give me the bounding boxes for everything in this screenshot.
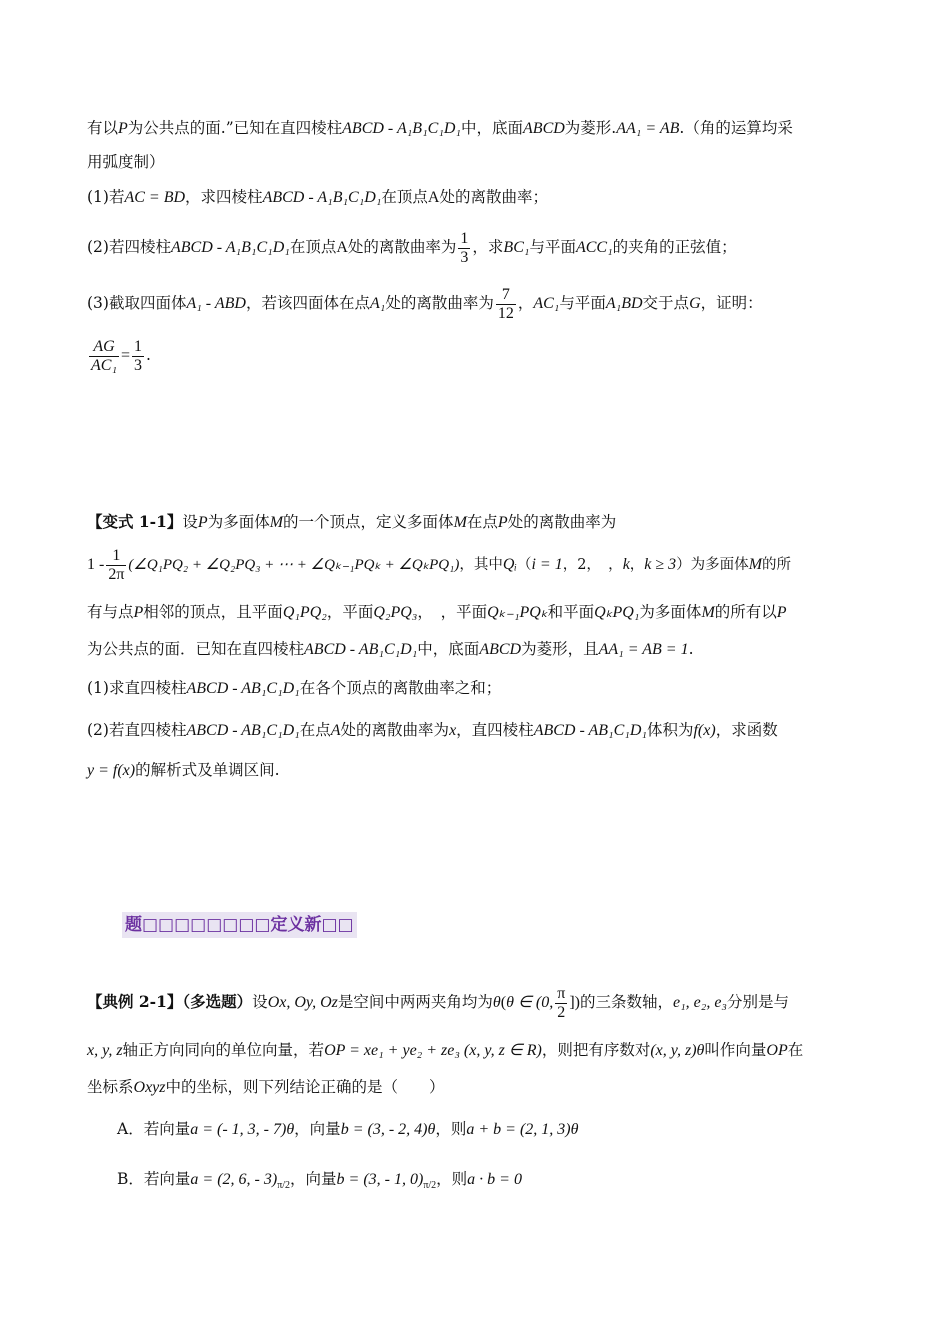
text: ，求	[472, 238, 504, 256]
text: (2)若直四棱柱	[87, 721, 187, 739]
text: A．若向量	[117, 1120, 191, 1138]
math-one-minus: 1 -	[87, 556, 105, 573]
text: ， ，平面	[417, 603, 488, 621]
text: ，若该四面体在点	[245, 294, 370, 312]
fraction-numerator: 1	[460, 229, 469, 247]
text: (2)若四棱柱	[87, 238, 171, 256]
text: 为菱形.	[564, 119, 617, 137]
fraction-denominator: 12	[497, 304, 514, 322]
text: ，向量	[290, 1170, 337, 1188]
example-tag: （多选题）	[182, 992, 253, 1011]
math-point: A₁	[369, 295, 386, 312]
math-function: y = f(x)	[87, 762, 136, 779]
fraction-numerator: π	[557, 984, 566, 1002]
text: 坐标系	[87, 1078, 134, 1096]
fraction-denominator: 2π	[108, 565, 125, 583]
math-theta-range: θ ∈ (0,	[506, 994, 554, 1011]
text: 分别是与	[726, 993, 789, 1011]
math-vector-a: a = (- 1, 3, - 7)θ	[190, 1121, 295, 1138]
math-vector: OP	[766, 1042, 788, 1059]
text: ，求函数	[715, 721, 778, 739]
fraction-numerator: 1	[134, 337, 143, 355]
text: 与平面	[559, 294, 606, 312]
math-function: f(x)	[693, 722, 716, 739]
math-plane: A₁BD	[605, 295, 643, 312]
math-base: ABCD	[479, 641, 522, 658]
math-point: G	[689, 295, 701, 312]
variant-question2-line2	[87, 759, 877, 782]
math-dot-product: a · b = 0	[467, 1171, 522, 1188]
text: 体积为	[646, 721, 694, 739]
theta-range: (θ ∈ (0, $\frac{\pi}{2}$ ])	[500, 984, 580, 1021]
variant-label: 【变式 1-1】	[87, 512, 183, 531]
text: ，	[517, 294, 534, 312]
text: 用弧度制）	[87, 153, 165, 171]
math-point: A	[427, 189, 440, 206]
text: ，平面	[326, 603, 374, 621]
math-Qi: Qᵢ	[502, 556, 517, 573]
math-unit-vectors: e₁, e₂, e₃	[672, 994, 727, 1011]
fraction-numerator: AG	[89, 338, 119, 357]
text: 处的离散曲率为	[347, 238, 457, 256]
math-index: i = 1	[531, 556, 563, 573]
example-line2	[87, 1039, 877, 1062]
math-vector-b: b = (3, - 2, 4)θ	[340, 1121, 436, 1138]
fraction-denominator: 2	[557, 1003, 566, 1021]
text: (1)若	[87, 188, 125, 206]
math-k: k	[622, 556, 630, 573]
math-prism: ABCD - AB₁C₁D₁	[186, 722, 300, 739]
text: 为多面体	[639, 603, 702, 621]
math-subscript: π/2	[423, 1180, 437, 1192]
text: 叫作向量	[704, 1041, 767, 1059]
fraction	[106, 547, 126, 584]
math-base: ABCD	[523, 120, 565, 137]
math-point: A	[336, 239, 348, 256]
problem1-question1	[87, 186, 877, 209]
fraction	[89, 338, 119, 375]
math-system: Oxyz	[133, 1079, 166, 1096]
math-prism: ABCD - AB₁C₁D₁	[533, 722, 647, 739]
text: 的三条数轴，	[579, 993, 673, 1011]
math-tetrahedron: A₁ - ABD	[186, 295, 246, 312]
fraction	[496, 286, 516, 323]
problem1-question2	[87, 228, 877, 267]
math-M: M	[453, 514, 467, 531]
text: 有以	[87, 119, 119, 137]
math-subscript: π/2	[277, 1180, 291, 1192]
variant-line1	[87, 511, 877, 534]
math-coordinates: (x, y, z)θ	[650, 1042, 705, 1059]
text: ，则	[436, 1170, 468, 1188]
variant-question2-line1	[87, 719, 877, 742]
math-condition: AA₁ = AB = 1	[598, 641, 689, 658]
fraction	[555, 985, 567, 1022]
math-M: M	[748, 556, 763, 573]
text: ，则把有序数对	[541, 1041, 651, 1059]
math-prism: ABCD - AB₁C₁D₁	[304, 641, 418, 658]
math-plane: Q₂PQ₃	[373, 604, 418, 621]
problem1-question3	[87, 284, 877, 323]
text: 设	[252, 993, 268, 1011]
text: 处的离散曲率；	[439, 188, 548, 206]
text: ，直四棱柱	[456, 721, 534, 739]
math-condition: AA₁ = AB	[616, 120, 680, 137]
text: 为公共点的面.”已知在直四棱柱	[127, 119, 343, 137]
variant-line3	[87, 601, 877, 624]
text: (1)求直四棱柱	[87, 679, 187, 697]
text: 在各个顶点的离散曲率之和；	[299, 679, 502, 697]
example-line1	[87, 982, 877, 1023]
math-plane: QₖPQ₁	[594, 604, 640, 621]
fraction-denominator: 3	[460, 248, 469, 266]
math-prism: ABCD - A₁B₁C₁D₁	[262, 189, 382, 206]
choice-a	[117, 1118, 907, 1141]
text: 的解析式及单调区间.	[135, 761, 280, 779]
text: 在点	[299, 721, 331, 739]
text: 为菱形，且	[521, 640, 599, 658]
fraction-numerator: 7	[496, 286, 516, 305]
text: 在顶点	[381, 188, 428, 206]
text: 中，底面	[461, 119, 524, 137]
text: (3)截取四面体	[87, 294, 187, 312]
text: ）为多面体	[676, 557, 749, 573]
fraction-denominator: AC₁	[91, 356, 118, 374]
text: .	[688, 640, 694, 658]
math-plane: Q₁PQ₂	[282, 604, 327, 621]
fraction	[132, 338, 144, 375]
math-prism: ABCD - A₁B₁C₁D₁	[342, 120, 461, 137]
text: 处的离散曲率为	[385, 294, 494, 312]
fraction-numerator: 1	[106, 547, 126, 566]
math-M: M	[269, 514, 284, 531]
math-vector-b: b = (3, - 1, 0)	[336, 1171, 424, 1188]
math-xyz: x, y, z	[87, 1042, 123, 1059]
text: .	[146, 346, 151, 364]
text: 和平面	[547, 603, 595, 621]
text: 处的离散曲率为	[507, 513, 617, 531]
math-plane: Qₖ₋₁PQₖ	[487, 604, 548, 621]
example-line3	[87, 1076, 877, 1099]
math-prism: ABCD - AB₁C₁D₁	[186, 680, 300, 697]
text: 中的坐标，则下列结论正确的是（ ）	[165, 1078, 445, 1096]
text: 中，底面	[417, 640, 480, 658]
math-P: P	[497, 514, 508, 531]
text: 相邻的顶点，且平面	[143, 603, 283, 621]
fraction	[458, 230, 470, 267]
math-vector-a: a = (2, 6, - 3)	[190, 1171, 278, 1188]
math-prism: ABCD - A₁B₁C₁D₁	[170, 239, 290, 256]
text: 为多面体	[207, 513, 270, 531]
math-point: A	[330, 722, 341, 739]
text: 轴正方向同向的单位向量，若	[122, 1041, 325, 1059]
math-P: P	[776, 604, 787, 621]
section-title: 题□□□□□□□□定义新□□	[122, 912, 357, 938]
text: 处的离散曲率为	[340, 721, 450, 739]
text: ，2， ，	[562, 557, 623, 573]
text: ，向量	[294, 1120, 341, 1138]
math-axes: Ox, Oy, Oz	[267, 994, 338, 1011]
text: ，其中	[459, 557, 503, 573]
math-equals: =	[121, 347, 131, 364]
math-vector-op: OP = xe₁ + ye₂ + ze₃ (x, y, z ∈ R)	[324, 1042, 542, 1059]
text: （	[516, 557, 532, 573]
text: ，求四棱柱	[185, 188, 263, 206]
math-P: P	[197, 514, 208, 531]
text: .（角的运算均采	[679, 119, 793, 137]
math-plane: ACC₁	[575, 239, 613, 256]
text: ，	[629, 557, 645, 573]
text: 与平面	[529, 238, 576, 256]
text: 的所	[762, 557, 792, 573]
text: 的一个顶点，定义多面体	[283, 513, 454, 531]
math-k-condition: k ≥ 3	[644, 556, 677, 573]
text: ，则	[435, 1120, 467, 1138]
math-P: P	[118, 120, 128, 137]
math-x: x	[449, 722, 457, 739]
math-P: P	[133, 604, 144, 621]
math-line: AC₁	[533, 295, 560, 312]
text: 的夹角的正弦值；	[612, 238, 737, 256]
math-angle-sum: (∠Q₁PQ₂ + ∠Q₂PQ₃ + ⋯ + ∠Qₖ₋₁PQₖ + ∠QₖPQ₁)	[128, 557, 460, 573]
math-vector-sum: a + b = (2, 1, 3)θ	[466, 1121, 579, 1138]
text: 在	[787, 1041, 804, 1059]
math-bracket: ]	[569, 994, 575, 1011]
problem1-proof-equation	[87, 335, 877, 376]
math-line: BC₁	[503, 239, 530, 256]
math-M: M	[701, 604, 715, 621]
example-label: 【典例 2-1】	[87, 992, 183, 1011]
text: 是空间中两两夹角均为	[337, 993, 493, 1011]
text: 在点	[466, 513, 498, 531]
choice-b	[117, 1168, 907, 1197]
variant-question1	[87, 677, 877, 700]
text: 的所有以	[714, 603, 777, 621]
variant-line2	[87, 545, 877, 585]
variant-line4	[87, 638, 877, 661]
problem1-intro-line1	[87, 117, 877, 140]
math-theta: θ	[492, 994, 501, 1011]
fraction-denominator: 3	[134, 356, 143, 374]
problem1-intro-line2	[87, 151, 877, 173]
text: B．若向量	[117, 1170, 191, 1188]
text: 交于点	[642, 294, 690, 312]
text: ，证明：	[700, 294, 763, 312]
text: 在顶点	[289, 238, 337, 256]
text: 设	[182, 513, 198, 531]
math-condition: AC = BD	[124, 189, 186, 206]
text: 为公共点的面．已知在直四棱柱	[87, 640, 305, 658]
text: 有与点	[87, 603, 134, 621]
